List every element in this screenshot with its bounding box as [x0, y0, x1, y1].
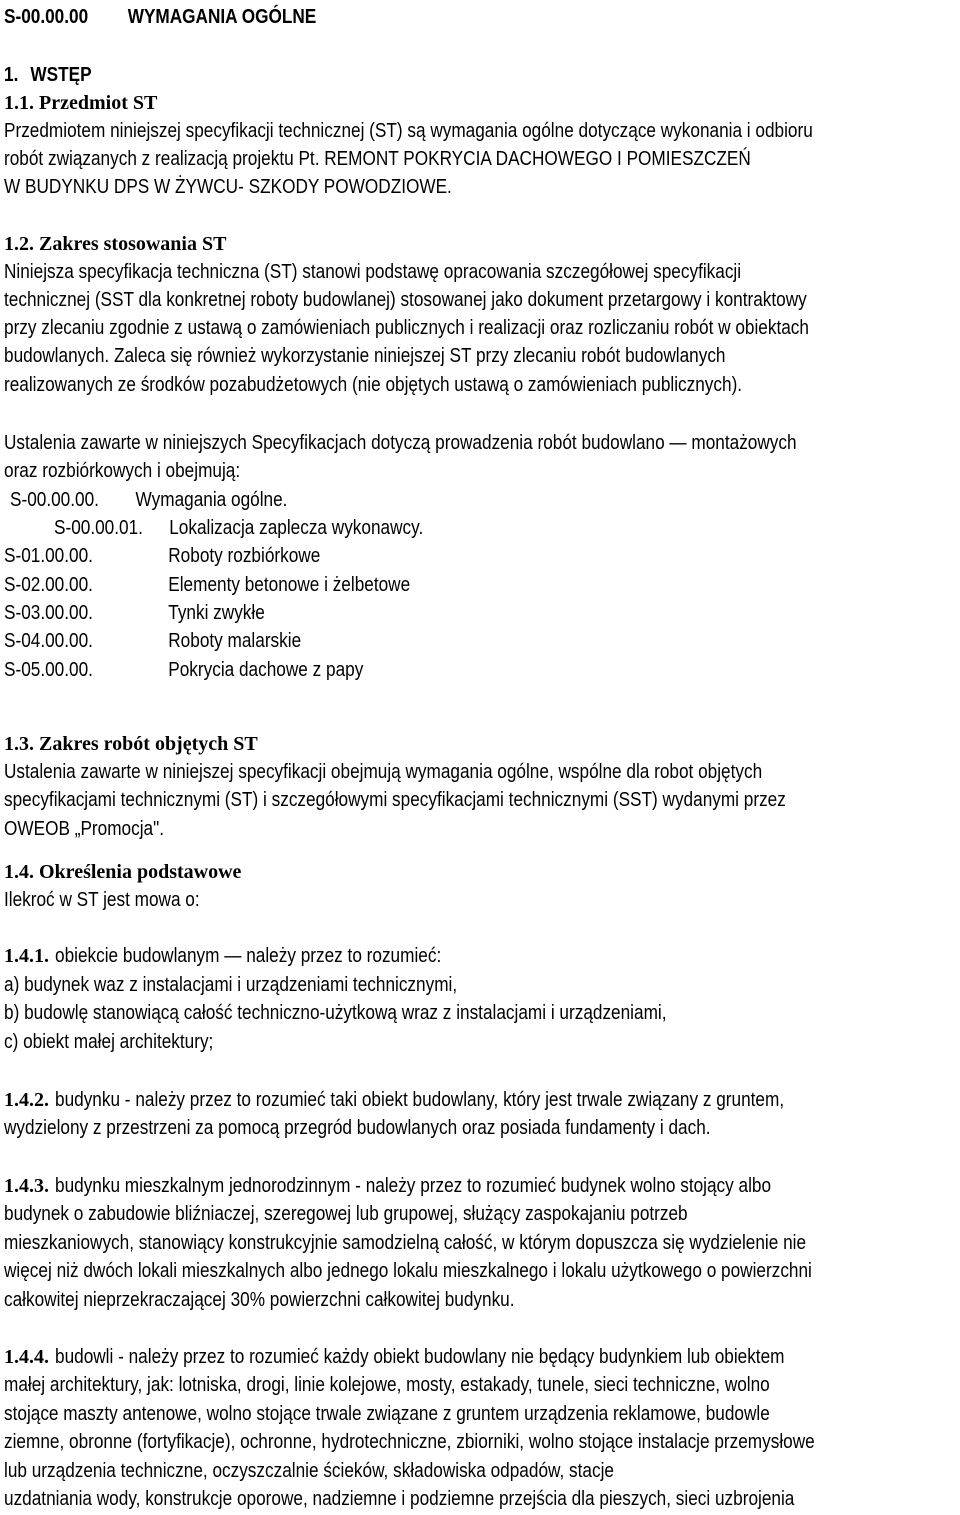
paragraph-line: Ilekroć w ST jest mowa o:	[4, 889, 200, 911]
definition-number: 1.4.3.	[4, 1175, 49, 1197]
paragraph-line: realizowanych ze środków pozabudżetowych (nie objętych ustawą o zamówieniach publicznych).	[4, 374, 743, 396]
section-title: Przedmiot ST	[39, 92, 158, 114]
paragraph-line: lub urządzenia techniczne, oczyszczalnie ścieków, składowiska odpadów, stacje	[4, 1460, 614, 1482]
paragraph-line: technicznej (SST dla konkretnej roboty budowlanej) stosowanej jako dokument przetargowy i kontraktowy	[4, 289, 807, 311]
section-number: 1.1.	[4, 92, 34, 114]
section-1-1-heading	[4, 91, 157, 115]
paragraph-line: stojące maszty antenowe, wolno stojące trwale związane z gruntem urządzenia reklamowe, budowle	[4, 1403, 770, 1425]
paragraph-line: oraz rozbiórkowych i obejmują:	[4, 460, 241, 482]
section-1-2-heading	[4, 232, 226, 256]
section-number: 1.4.	[4, 861, 34, 883]
paragraph-line: budowlanych. Zaleca się również wykorzystanie niniejszej ST przy zlecaniu robót budowlanych	[4, 345, 726, 367]
spec-list-item: S-00.00.00. Wymagania ogólne.	[10, 489, 288, 511]
paragraph-line: przy zlecaniu zgodnie z ustawą o zamówieniach publicznych i realizacji oraz rozliczaniu robót w obiektach	[4, 317, 809, 339]
spec-list-item: S-04.00.00. Roboty malarskie	[4, 630, 302, 652]
paragraph-line: budynek o zabudowie bliźniaczej, szeregowej lub grupowej, służący zaspokajaniu potrzeb	[4, 1203, 688, 1225]
paragraph-line: małej architektury, jak: lotniska, drogi, linie kolejowe, mosty, estakady, tunele, sieci techniczne, wolno	[4, 1374, 770, 1396]
definition-1-4-1: 1.4.1. obiekcie budowlanym — należy przez to rozumieć:	[4, 945, 441, 967]
paragraph-line: c) obiekt małej architektury;	[4, 1031, 214, 1053]
paragraph-line: wydzielony z przestrzeni za pomocą przegród budowlanych oraz posiada fundamenty i dach.	[4, 1117, 711, 1139]
spec-list-item: S-00.00.01. Lokalizacja zaplecza wykonawcy.	[54, 517, 424, 539]
paragraph-line: Ustalenia zawarte w niniejszych Specyfikacjach dotyczą prowadzenia robót budowlano — montażowych	[4, 432, 797, 454]
section-number: 1.3.	[4, 733, 34, 755]
section-1-4-heading	[4, 860, 241, 884]
spec-list-item: S-05.00.00. Pokrycia dachowe z papy	[4, 659, 364, 681]
definition-number: 1.4.1.	[4, 945, 49, 967]
paragraph-line: a) budynek waz z instalacjami i urządzeniami technicznymi,	[4, 974, 458, 996]
definition-1-4-2: 1.4.2. budynku - należy przez to rozumieć taki obiekt budowlany, który jest trwale związany z gruntem,	[4, 1089, 784, 1111]
paragraph-line: OWEOB „Promocja".	[4, 818, 164, 840]
section-title: Określenia podstawowe	[39, 861, 242, 883]
definition-1-4-3: 1.4.3. budynku mieszkalnym jednorodzinnym - należy przez to rozumieć budynek wolno stojący albo	[4, 1175, 771, 1197]
definition-number: 1.4.2.	[4, 1089, 49, 1111]
paragraph-line: Przedmiotem niniejszej specyfikacji technicznej (ST) są wymagania ogólne dotyczące wykonania i odbioru	[4, 120, 813, 142]
paragraph-line: b) budowlę stanowiącą całość techniczno-użytkową wraz z instalacjami i urządzeniami,	[4, 1002, 667, 1024]
section-title: WSTĘP	[30, 64, 92, 86]
document-title: WYMAGANIA OGÓLNE	[127, 6, 317, 28]
spec-code: S-00.00.00	[4, 6, 89, 28]
section-1-3-heading	[4, 732, 258, 756]
paragraph-line: ziemne, obronne (fortyfikacje), ochronne, hydrotechniczne, zbiorniki, wolno stojące instalacje przemysłowe	[4, 1431, 815, 1453]
paragraph-line: specyfikacjami technicznymi (ST) i szczegółowymi specyfikacjami technicznymi (SST) wydanymi przez	[4, 789, 786, 811]
spec-list-item: S-03.00.00. Tynki zwykłe	[4, 602, 265, 624]
paragraph-line: mieszkaniowych, stanowiący konstrukcyjnie samodzielną całość, w którym dopuszcza się wydzielenie nie	[4, 1232, 807, 1254]
section-number: 1.2.	[4, 233, 34, 255]
section-1-heading	[4, 63, 106, 87]
paragraph-line: więcej niż dwóch lokali mieszkalnych albo jednego lokalu mieszkalnego i lokalu użytkowego o powierzchni	[4, 1260, 812, 1282]
spec-list-item: S-01.00.00. Roboty rozbiórkowe	[4, 545, 321, 567]
paragraph-line: Ustalenia zawarte w niniejszej specyfikacji obejmują wymagania ogólne, wspólne dla robot objętych	[4, 761, 763, 783]
paragraph-line: całkowitej nieprzekraczającej 30% powierzchni całkowitej budynku.	[4, 1289, 515, 1311]
section-title: Zakres robót objętych ST	[39, 733, 258, 755]
spec-list-item: S-02.00.00. Elementy betonowe i żelbetowe	[4, 574, 411, 596]
paragraph-line: uzdatniania wody, konstrukcje oporowe, nadziemne i podziemne przejścia dla pieszych, sieci uzbrojenia	[4, 1488, 795, 1510]
section-number: 1.	[4, 64, 19, 86]
document-header	[4, 5, 367, 29]
definition-1-4-4: 1.4.4. budowli - należy przez to rozumieć każdy obiekt budowlany nie będący budynkiem lub obiektem	[4, 1346, 785, 1368]
paragraph-line: Niniejsza specyfikacja techniczna (ST) stanowi podstawę opracowania szczegółowej specyfikacji	[4, 261, 742, 283]
definition-number: 1.4.4.	[4, 1346, 49, 1368]
paragraph-line: W BUDYNKU DPS W ŻYWCU- SZKODY POWODZIOWE.	[4, 176, 452, 198]
section-title: Zakres stosowania ST	[39, 233, 227, 255]
paragraph-line: robót związanych z realizacją projektu Pt. REMONT POKRYCIA DACHOWEGO I POMIESZCZEŃ	[4, 148, 751, 170]
